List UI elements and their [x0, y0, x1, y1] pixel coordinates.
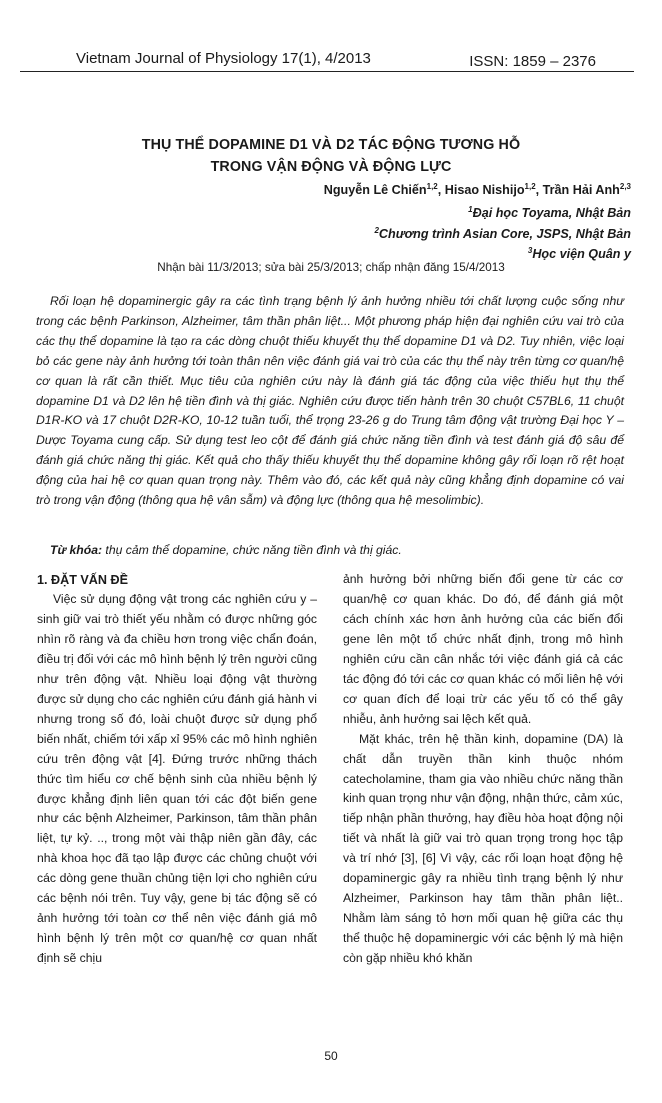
article-title-line-1: THỤ THỂ DOPAMINE D1 VÀ D2 TÁC ĐỘNG TƯƠNG HỖ [141, 137, 521, 153]
keywords-label: Từ khóa: [50, 543, 103, 557]
affiliation-2 [374, 227, 631, 241]
keywords [36, 541, 624, 561]
header-rule [20, 71, 634, 72]
article-title-line-2: TRONG VẬN ĐỘNG VÀ ĐỘNG LỰC [210, 159, 452, 175]
affiliation-mark: 2 [374, 226, 379, 235]
author-name: Trần Hải Anh [542, 183, 620, 197]
author-affiliation-mark: 2,3 [619, 182, 631, 191]
issn: ISSN: 1859 – 2376 [469, 53, 596, 70]
affiliation-text: Học viện Quân y [532, 247, 631, 261]
author-name: Hisao Nishijo [444, 183, 525, 197]
affiliation-text: Đại học Toyama, Nhật Bản [472, 206, 631, 220]
author-name: Nguyễn Lê Chiến [323, 183, 427, 197]
body-column-left [37, 570, 317, 969]
affiliation-mark: 1 [468, 205, 473, 214]
affiliation-mark: 3 [527, 246, 533, 255]
page-number: 50 [324, 1049, 338, 1063]
keywords-text: thụ cảm thể dopamine, chức năng tiền đình và thị giác. [102, 543, 402, 557]
affiliation-1 [468, 206, 631, 220]
affiliation-text: Chương trình Asian Core, JSPS, Nhật Bản [378, 227, 631, 241]
body-paragraph: ảnh hưởng bởi những biến đổi gene từ các cơ quan/hệ cơ quan khác. Do đó, để đánh giá một cách chính xác hơn ảnh hưởng của các biến đổi gene lên một tổ chức nhất định, trong mô hình nghiên cứu cần cân nhắc tới việc đánh giá cả các tác động đó tới các cơ quan khác có mối liên hệ với cơ quan đích để loại trừ các yếu tố có thể gây nhiễu, ảnh hưởng sai lệch kết quả. [343, 572, 623, 726]
author-affiliation-mark: 1,2 [426, 182, 438, 191]
affiliation-3 [528, 247, 631, 261]
body-paragraph: Việc sử dụng động vật trong các nghiên cứu y – sinh giữ vai trò thiết yếu nhằm có được những góc nhìn rõ ràng và đa chiều hơn trong việc chẩn đoán, điều trị đối với các mô hình bệnh lý trên người cũng như trên động vật. Nhiều loại động vật thường được sử dụng cho các nghiên cứu đánh giá hành vi nhưng trong số đó, loài chuột được sử dụng phổ biến nhất, chiếm tới xấp xỉ 95% các mô hình nghiên cứu trên động vật [4]. Đứng trước những thách thức tìm hiểu cơ chế bệnh sinh của nhiều bệnh lý được khẳng định liên quan tới các đột biến gene như các bệnh Alzheimer, Parkinson, tâm thần phân liệt, tự kỷ. .., trong một vài thập niên gần đây, các nhà khoa học đã tạo lập được các chủng chuột với các dòng gene thuần chủng tiện lợi cho nghiên cứu các bệnh nói trên. Tuy vậy, gene bị tác động sẽ có ảnh hưởng tới toàn cơ thể nên việc đánh giá mô hình bệnh lý trên một cơ quan/hệ cơ quan nhất định sẽ chịu [37, 592, 317, 966]
author-separator: , [437, 183, 445, 197]
body-paragraph: Mặt khác, trên hệ thần kinh, dopamine (DA) là chất dẫn truyền thần kinh thuộc nhóm catecholamine, tham gia vào nhiều chức năng thần kinh quan trọng như vận động, nhận thức, cảm xúc, tiếp nhận phần thưởng, hay điều hòa hoạt động nội tiết và nhất là giữ vai trò quan trọng trong học tập và trí nhớ [3], [6] Vì vậy, các rối loạn hoạt động hệ dopaminergic gây ra nhiều tình trạng bệnh lý như Alzheimer, Parkinson hay tâm thần phân liệt.. Nhằm làm sáng tỏ hơn mối quan hệ giữa các thụ thể thuộc hệ dopaminergic với các bệnh lý mà hiện còn gặp nhiều khó khăn [343, 731, 623, 966]
body-column-right [343, 570, 623, 969]
author-affiliation-mark: 1,2 [524, 182, 536, 191]
running-header [20, 48, 642, 72]
journal-citation: Vietnam Journal of Physiology 17(1), 4/2013 [76, 50, 371, 67]
abstract: Rối loạn hệ dopaminergic gây ra các tình trạng bệnh lý ảnh hưởng nhiều tới chất lượng cuộc sống như trong các bệnh Parkinson, Alzheimer, tâm thần phân liệt... Một phương pháp hiện đại nghiên cứu vai trò của các thụ thể dopamine là tạo ra các dòng chuột thiếu khuyết thụ thể dopamine D1 và D2. Tuy nhiên, việc loại bỏ các gene này ảnh hưởng tới toàn thân nên việc đánh giá vai trò của các thụ thể này trên từng cơ quan/hệ cơ quan là rất cần thiết. Mục tiêu của nghiên cứu này là đánh giá tác động của việc thiếu hụt thụ thể dopamine D1 và D2 lên hệ tiền đình và thị giác. Nghiên cứu được tiến hành trên 30 chuột C57BL6, 11 chuột D1R-KO và 17 chuột D2R-KO, 10-12 tuần tuổi, thể trọng 23-26 g do Trung tâm động vật trường Đại học Y – Dược Toyama cung cấp. Sử dụng test leo cột để đánh giá chức năng tiền đình và test đánh giá độ sâu để đánh giá chức năng thị giác. Kết quả cho thấy thiếu khuyết thụ thể dopamine không gây rối loạn rõ rệt hoạt động của hai hệ cơ quan quan trọng này. Thêm vào đó, các kết quả này cũng khẳng định dopamine có vai trò trong vận động (thông qua hệ vân sẫm) và động lực (thông qua hệ mesolimbic). [36, 294, 624, 508]
author-separator: , [535, 183, 543, 197]
submission-dates: Nhận bài 11/3/2013; sửa bài 25/3/2013; chấp nhận đăng 15/4/2013 [157, 261, 505, 274]
author-list [324, 183, 631, 197]
section-heading: 1. ĐẶT VẤN ĐỀ [37, 573, 128, 587]
